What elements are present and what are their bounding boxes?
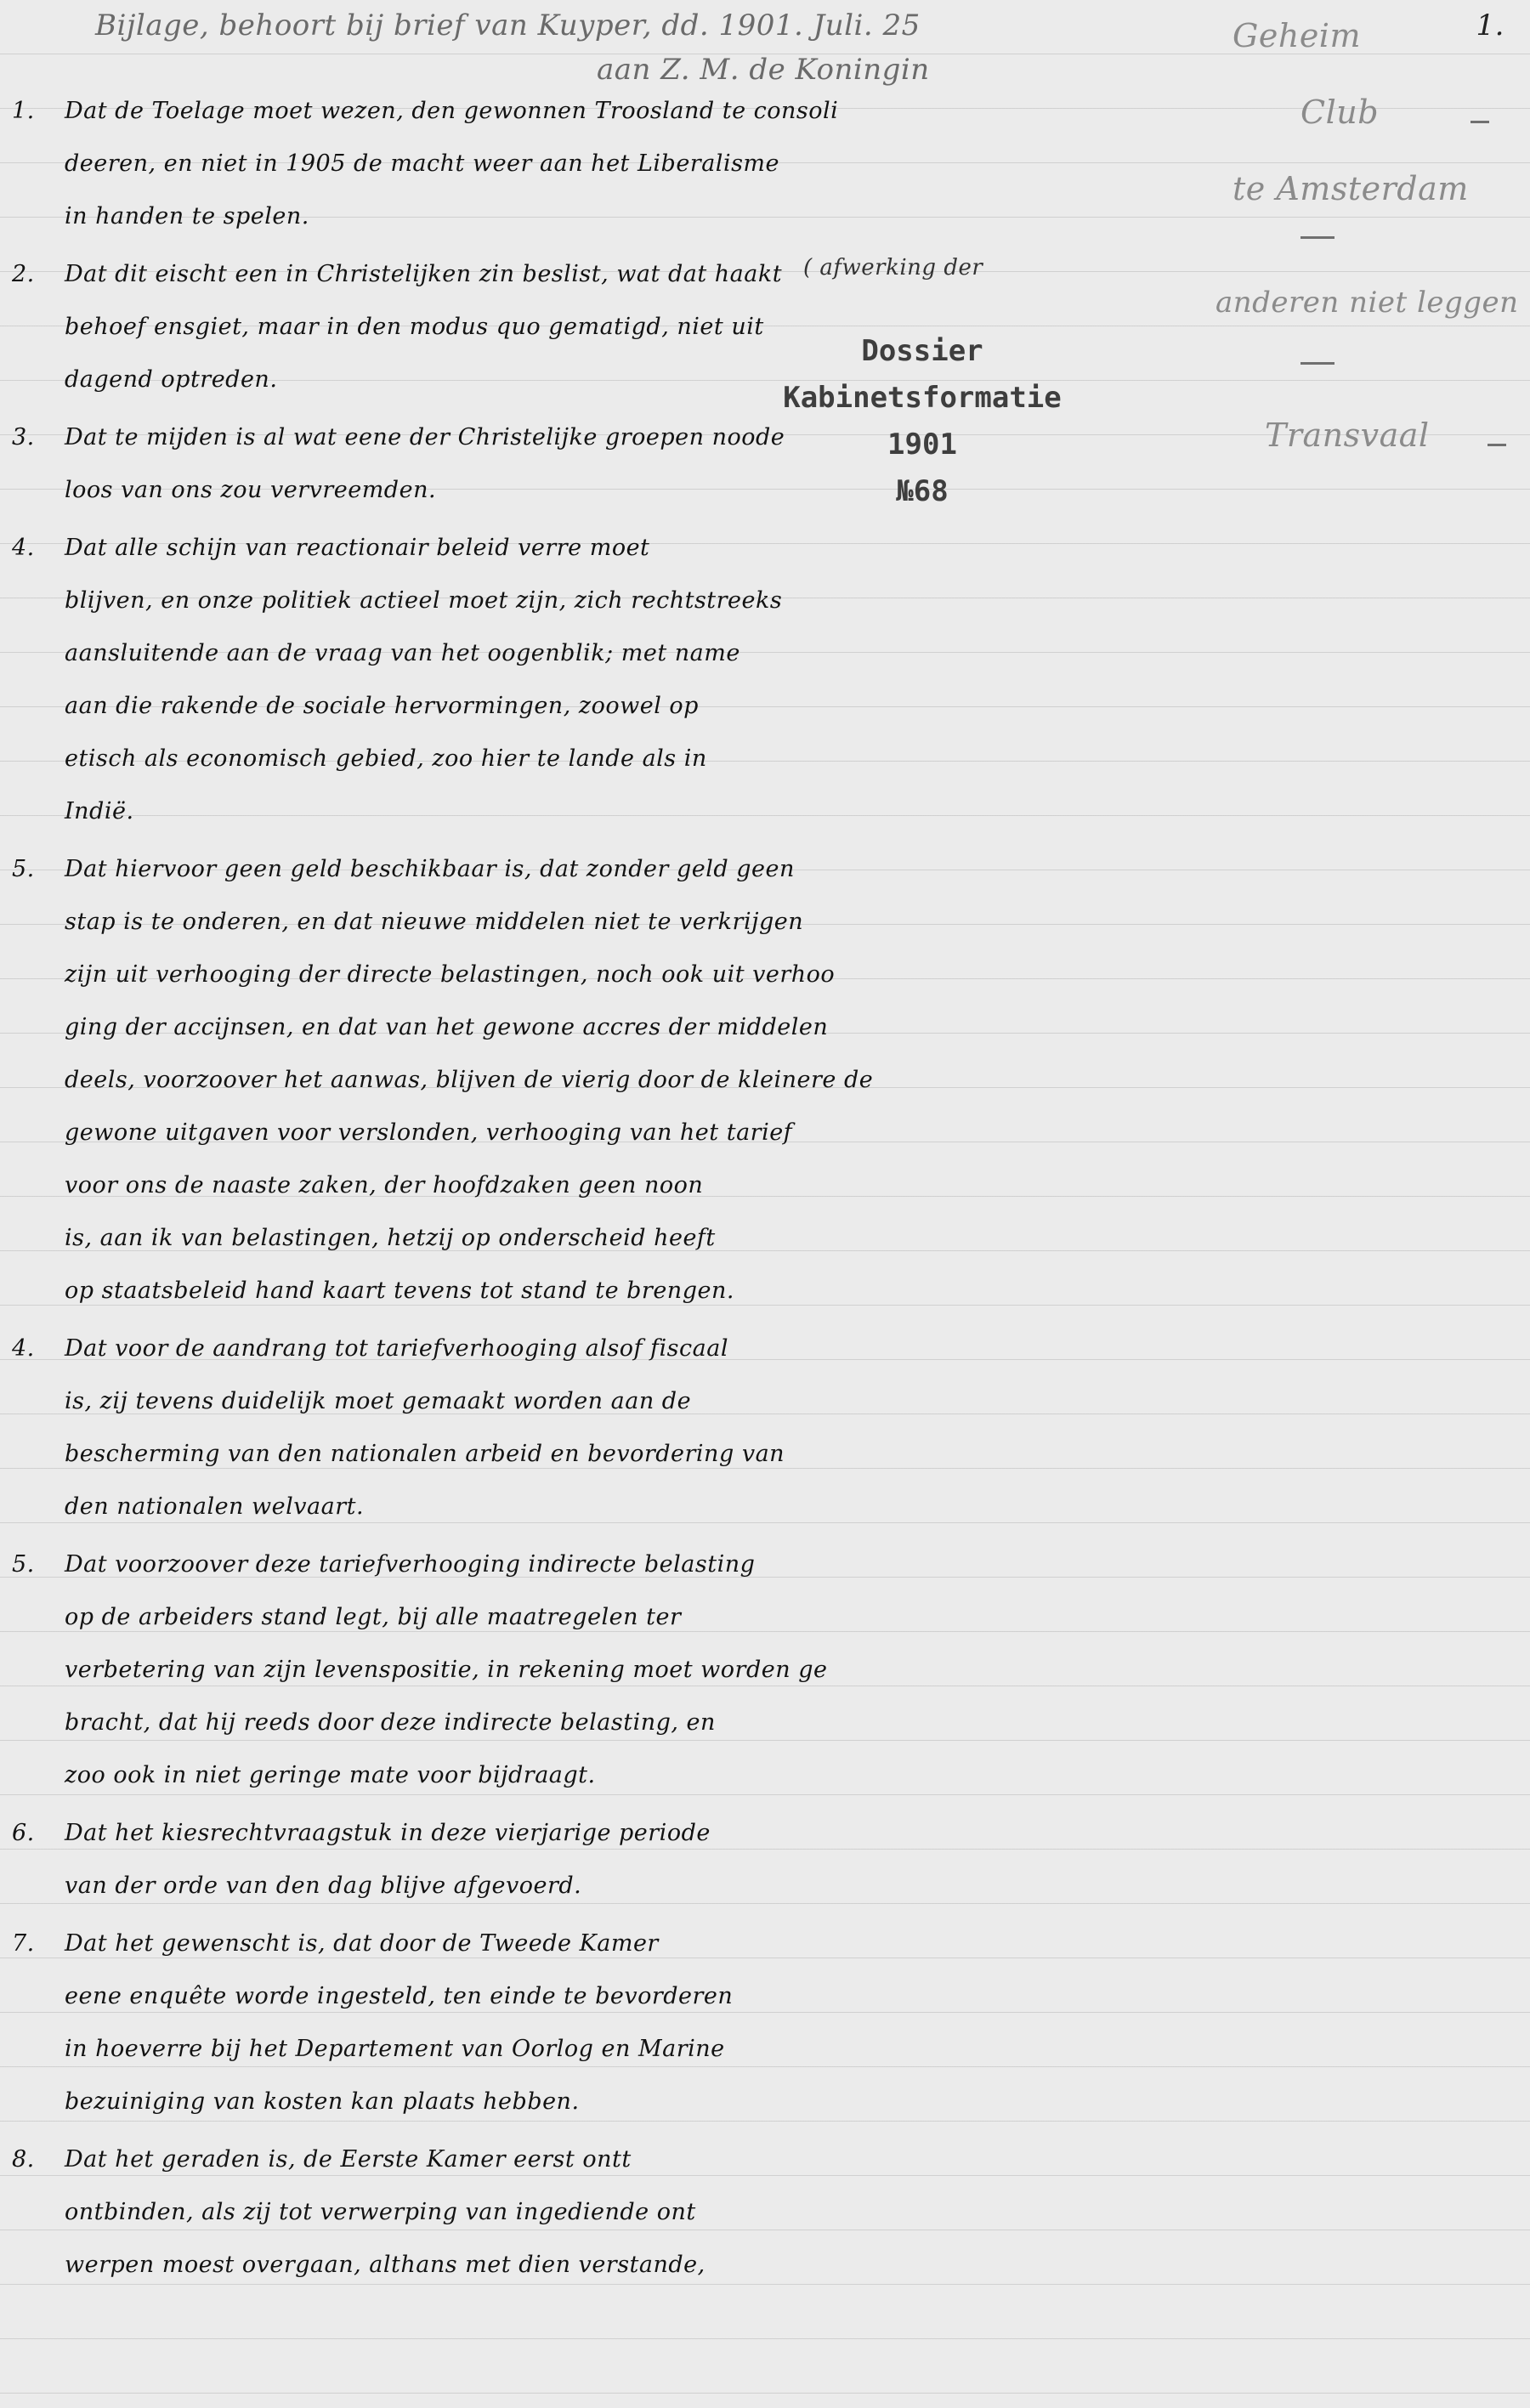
item-line: aansluitende aan de vraag van het oogenblik; met name bbox=[65, 640, 740, 666]
item-text bbox=[65, 1538, 827, 1802]
document-header bbox=[95, 3, 1081, 92]
stamp-line: 1901 bbox=[887, 428, 957, 462]
stamp-line: №68 bbox=[896, 474, 949, 508]
side-note: ( afwerking der bbox=[803, 255, 983, 280]
numbered-item bbox=[12, 1807, 794, 1912]
item-text bbox=[65, 1807, 794, 1912]
item-line: aan die rakende de sociale hervormingen, zoowel op bbox=[65, 693, 699, 719]
item-number: 6. bbox=[12, 1820, 35, 1846]
item-line: Dat hiervoor geen geld beschikbaar is, dat zonder geld geen bbox=[65, 856, 795, 882]
item-line: zijn uit verhooging der directe belastingen, noch ook uit verhoo bbox=[65, 961, 836, 988]
item-line: eene enquête worde ingesteld, ten einde te bevorderen bbox=[65, 1983, 734, 2009]
stamp-line: Dossier bbox=[861, 334, 983, 368]
item-line: ontbinden, als zij tot verwerping van ingediende ont bbox=[65, 2199, 696, 2225]
numbered-item bbox=[12, 85, 839, 243]
item-number: 3. bbox=[12, 424, 35, 450]
numbered-items-list bbox=[12, 85, 874, 2297]
item-text bbox=[65, 522, 794, 838]
margin-note-club: Club bbox=[1300, 93, 1380, 131]
item-line: in hoeverre bij het Departement van Oorlog en Marine bbox=[65, 2036, 725, 2062]
margin-dash bbox=[1300, 362, 1334, 365]
item-line: verbetering van zijn levenspositie, in rekening moet worden ge bbox=[65, 1657, 828, 1683]
page-number: 1. bbox=[1476, 8, 1504, 42]
item-line: gewone uitgaven voor verslonden, verhooging van het tarief bbox=[65, 1119, 793, 1146]
item-line: loos van ons zou vervreemden. bbox=[65, 477, 437, 503]
item-line: Dat het kiesrechtvraagstuk in deze vierjarige periode bbox=[65, 1820, 711, 1846]
item-line: Dat alle schijn van reactionair beleid verre moet bbox=[65, 535, 650, 561]
item-line: etisch als economisch gebied, zoo hier te lande als in bbox=[65, 745, 707, 772]
item-line: behoef ensgiet, maar in den modus quo gematigd, niet uit bbox=[65, 314, 764, 340]
item-line: in handen te spelen. bbox=[65, 203, 309, 229]
item-line: Dat voorzoover deze tariefverhooging indirecte belasting bbox=[65, 1551, 756, 1578]
numbered-item bbox=[12, 248, 794, 406]
margin-note-transvaal: Transvaal bbox=[1265, 416, 1430, 454]
numbered-item bbox=[12, 2133, 794, 2292]
item-line: Dat het gewenscht is, dat door de Tweede Kamer bbox=[65, 1930, 659, 1957]
margin-dash bbox=[1488, 444, 1506, 446]
item-line: is, aan ik van belastingen, hetzij op onderscheid heeft bbox=[65, 1225, 716, 1251]
item-line: den nationalen welvaart. bbox=[65, 1493, 365, 1520]
item-line: dagend optreden. bbox=[65, 366, 278, 393]
item-line: zoo ook in niet geringe mate voor bijdraagt. bbox=[65, 1762, 596, 1788]
item-line: voor ons de naaste zaken, der hoofdzaken geen noon bbox=[65, 1172, 704, 1198]
item-line: deeren, en niet in 1905 de macht weer aan het Liberalisme bbox=[65, 150, 780, 177]
item-line: Dat voor de aandrang tot tariefverhooging alsof fiscaal bbox=[65, 1335, 728, 1362]
item-number: 8. bbox=[12, 2146, 35, 2173]
item-text bbox=[65, 1323, 794, 1533]
item-line: ging der accijnsen, en dat van het gewone accres der middelen bbox=[65, 1014, 829, 1040]
header-line-2: aan Z. M. de Koningin bbox=[597, 53, 930, 87]
item-line: Indië. bbox=[65, 798, 134, 824]
margin-dash bbox=[1300, 236, 1334, 239]
item-text bbox=[65, 85, 838, 243]
margin-note-geheim: Geheim bbox=[1232, 17, 1361, 54]
item-number: 4. bbox=[12, 535, 35, 561]
margin-note-te-amsterdam: te Amsterdam bbox=[1232, 170, 1469, 207]
numbered-item bbox=[12, 1538, 828, 1802]
item-line: van der orde van den dag blijve afgevoerd. bbox=[65, 1873, 582, 1899]
numbered-item bbox=[12, 1323, 794, 1533]
item-line: Dat te mijden is al wat eene der Christelijke groepen noode bbox=[65, 424, 785, 450]
item-text bbox=[65, 2133, 794, 2292]
item-line: bescherming van den nationalen arbeid en bevordering van bbox=[65, 1441, 785, 1467]
item-number: 4. bbox=[12, 1335, 35, 1362]
item-number: 5. bbox=[12, 856, 35, 882]
item-line: deels, voorzoover het aanwas, blijven de vierig door de kleinere de bbox=[65, 1067, 874, 1093]
item-line: Dat dit eischt een in Christelijken zin beslist, wat dat haakt bbox=[65, 261, 783, 287]
numbered-item bbox=[12, 843, 874, 1317]
item-line: Dat de Toelage moet wezen, den gewonnen Troosland te consoli bbox=[65, 98, 839, 124]
numbered-item bbox=[12, 1918, 794, 2128]
item-text bbox=[65, 411, 794, 517]
header-line-1: Bijlage, behoort bij brief van Kuyper, dd. 1901. Juli. 25 bbox=[95, 8, 921, 42]
numbered-item bbox=[12, 522, 794, 838]
numbered-item bbox=[12, 411, 794, 517]
item-number: 5. bbox=[12, 1551, 35, 1578]
item-text bbox=[65, 1918, 794, 2128]
item-line: bezuiniging van kosten kan plaats hebben. bbox=[65, 2088, 580, 2115]
dossier-stamp bbox=[752, 328, 1092, 515]
margin-note-anderen: anderen niet leggen bbox=[1216, 286, 1519, 320]
item-line: stap is te onderen, en dat nieuwe middelen niet te verkrijgen bbox=[65, 909, 804, 935]
item-line: op staatsbeleid hand kaart tevens tot stand te brengen. bbox=[65, 1278, 734, 1304]
item-text bbox=[65, 843, 873, 1317]
item-number: 7. bbox=[12, 1930, 35, 1957]
item-line: Dat het geraden is, de Eerste Kamer eerst ontt bbox=[65, 2146, 632, 2173]
item-line: bracht, dat hij reeds door deze indirecte belasting, en bbox=[65, 1709, 716, 1736]
item-number: 1. bbox=[12, 98, 35, 124]
margin-dash bbox=[1470, 121, 1489, 123]
item-text bbox=[65, 248, 794, 406]
item-line: blijven, en onze politiek actieel moet zijn, zich rechtstreeks bbox=[65, 587, 783, 614]
item-line: is, zij tevens duidelijk moet gemaakt worden aan de bbox=[65, 1388, 692, 1414]
item-number: 2. bbox=[12, 261, 35, 287]
item-line: op de arbeiders stand legt, bij alle maatregelen ter bbox=[65, 1604, 682, 1630]
item-line: werpen moest overgaan, althans met dien verstande, bbox=[65, 2252, 706, 2278]
stamp-line: Kabinetsformatie bbox=[783, 381, 1062, 415]
